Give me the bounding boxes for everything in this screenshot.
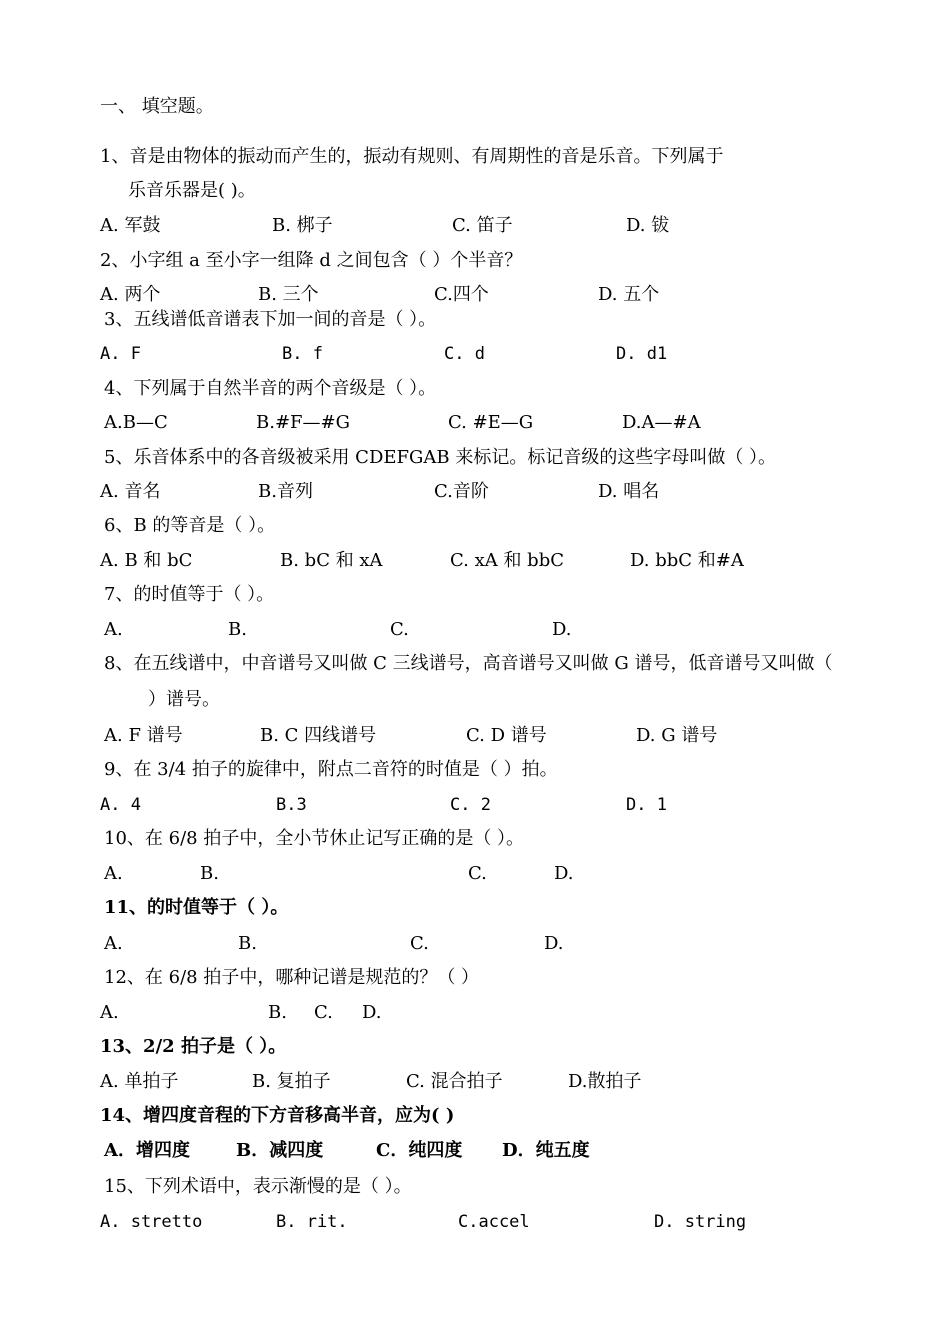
question-6-text: 6、B 的等音是（ ）。 — [104, 515, 276, 536]
option-b: B.3 — [276, 795, 307, 815]
option-b: B. 梆子 — [272, 215, 333, 236]
option-b: B.#F—#G — [256, 412, 350, 433]
question-8-text: 8、在五线谱中，中音谱号又叫做 C 三线谱号，高音谱号又叫做 G 谱号，低音谱号又叫做（ — [104, 653, 833, 674]
option-c: C. 2 — [450, 795, 491, 815]
question-7-options — [104, 619, 944, 641]
option-a: A. 军鼓 — [100, 215, 161, 236]
option-c: C.accel — [458, 1212, 530, 1232]
option-c: C. — [390, 619, 409, 640]
option-a: A. 单拍子 — [100, 1071, 179, 1092]
option-a: A．增四度 — [104, 1140, 190, 1161]
option-d: D. — [362, 1002, 382, 1023]
option-b: B. — [238, 933, 257, 954]
option-a: A. 两个 — [100, 284, 161, 305]
question-4-text: 4、下列属于自然半音的两个音级是（ ）。 — [104, 378, 437, 399]
question-10-options — [104, 863, 944, 885]
option-a: A. — [104, 933, 123, 954]
option-a: A. — [104, 619, 123, 640]
option-a: A. 音名 — [100, 481, 161, 502]
option-c: C. — [410, 933, 429, 954]
option-c: C. 笛子 — [452, 215, 513, 236]
question-6-options — [100, 550, 940, 572]
option-a: A. B 和 bC — [100, 550, 193, 571]
question-14-options — [104, 1140, 944, 1162]
question-8-text-cont: ）谱号。 — [148, 689, 220, 710]
option-d: D. bbC 和#A — [630, 550, 744, 571]
option-d: D. 1 — [626, 795, 667, 815]
option-d: D.散拍子 — [568, 1071, 642, 1092]
question-1-text-cont: 乐音乐器是( )。 — [128, 180, 256, 201]
option-b: B. — [268, 1002, 287, 1023]
option-c: C. — [468, 863, 487, 884]
option-b: B. C 四线谱号 — [260, 725, 377, 746]
option-c: C. D 谱号 — [466, 725, 547, 746]
question-5-options — [100, 481, 940, 503]
option-c: C．纯四度 — [376, 1140, 463, 1161]
option-a: A. — [104, 863, 123, 884]
question-12-text: 12、在 6/8 拍子中，哪种记谱是规范的？（ ） — [104, 967, 480, 988]
option-a: A. F 谱号 — [104, 725, 183, 746]
question-3-options — [100, 343, 940, 365]
option-b: B. 复拍子 — [252, 1071, 331, 1092]
question-2-text: 2、小字组 a 至小字一组降 d 之间包含（ ）个半音？ — [100, 250, 523, 271]
option-a: A. F — [100, 344, 141, 364]
question-1-options — [100, 215, 940, 237]
question-9-options — [100, 794, 940, 816]
question-13-options — [100, 1071, 940, 1093]
section-title: 一、 填空题。 — [100, 96, 214, 117]
option-b: B. f — [282, 344, 323, 364]
question-4-options — [104, 412, 944, 434]
option-a: A.B—C — [104, 412, 168, 433]
option-d: D. — [552, 619, 572, 640]
option-c: C. — [314, 1002, 333, 1023]
option-b: B．减四度 — [236, 1140, 324, 1161]
option-d: D.A—#A — [622, 412, 701, 433]
option-b: B.音列 — [258, 481, 313, 502]
option-d: D. 五个 — [598, 284, 660, 305]
option-d: D. — [544, 933, 564, 954]
question-1-text: 1、音是由物体的振动而产生的，振动有规则、有周期性的音是乐音。下列属于 — [100, 146, 724, 167]
option-c: C.四个 — [434, 284, 489, 305]
option-d: D. d1 — [616, 344, 668, 364]
option-c: C. xA 和 bbC — [450, 550, 564, 571]
option-c: C.音阶 — [434, 481, 489, 502]
question-11-options — [104, 933, 944, 955]
question-13-text: 13、2/2 拍子是（ ）。 — [100, 1036, 287, 1057]
option-d: D. G 谱号 — [636, 725, 718, 746]
question-2-options — [100, 284, 940, 306]
question-3-text: 3、五线谱低音谱表下加一间的音是（ ）。 — [104, 309, 437, 330]
option-b: B. bC 和 xA — [280, 550, 383, 571]
option-a: A. — [100, 1002, 119, 1023]
question-10-text: 10、在 6/8 拍子中，全小节休止记写正确的是（ ）。 — [104, 828, 525, 849]
question-15-text: 15、下列术语中，表示渐慢的是（ ）。 — [104, 1176, 412, 1197]
question-11-text: 11、的时值等于（ ）。 — [104, 897, 289, 918]
option-d: D．纯五度 — [502, 1140, 590, 1161]
option-c: C. 混合拍子 — [406, 1071, 503, 1092]
option-a: A. 4 — [100, 795, 141, 815]
option-b: B. 三个 — [258, 284, 319, 305]
question-15-options — [100, 1211, 940, 1233]
question-9-text: 9、在 3/4 拍子的旋律中，附点二音符的时值是（ ）拍。 — [104, 759, 558, 780]
option-b: B. — [228, 619, 247, 640]
option-d: D. — [554, 863, 574, 884]
option-d: D. 唱名 — [598, 481, 660, 502]
question-8-options — [104, 725, 944, 747]
question-12-options — [100, 1002, 940, 1024]
option-b: B. rit. — [276, 1212, 348, 1232]
option-d: D. 钹 — [626, 215, 670, 236]
option-a: A. stretto — [100, 1212, 203, 1232]
option-c: C. #E—G — [448, 412, 534, 433]
option-d: D. string — [654, 1212, 747, 1232]
question-5-text: 5、乐音体系中的各音级被采用 CDEFGAB 来标记。标记音级的这些字母叫做（ ）。 — [104, 447, 777, 468]
question-14-text: 14、增四度音程的下方音移高半音，应为( ) — [100, 1105, 455, 1126]
option-c: C. d — [444, 344, 485, 364]
option-b: B. — [200, 863, 219, 884]
question-7-text: 7、的时值等于（ ）。 — [104, 584, 275, 605]
